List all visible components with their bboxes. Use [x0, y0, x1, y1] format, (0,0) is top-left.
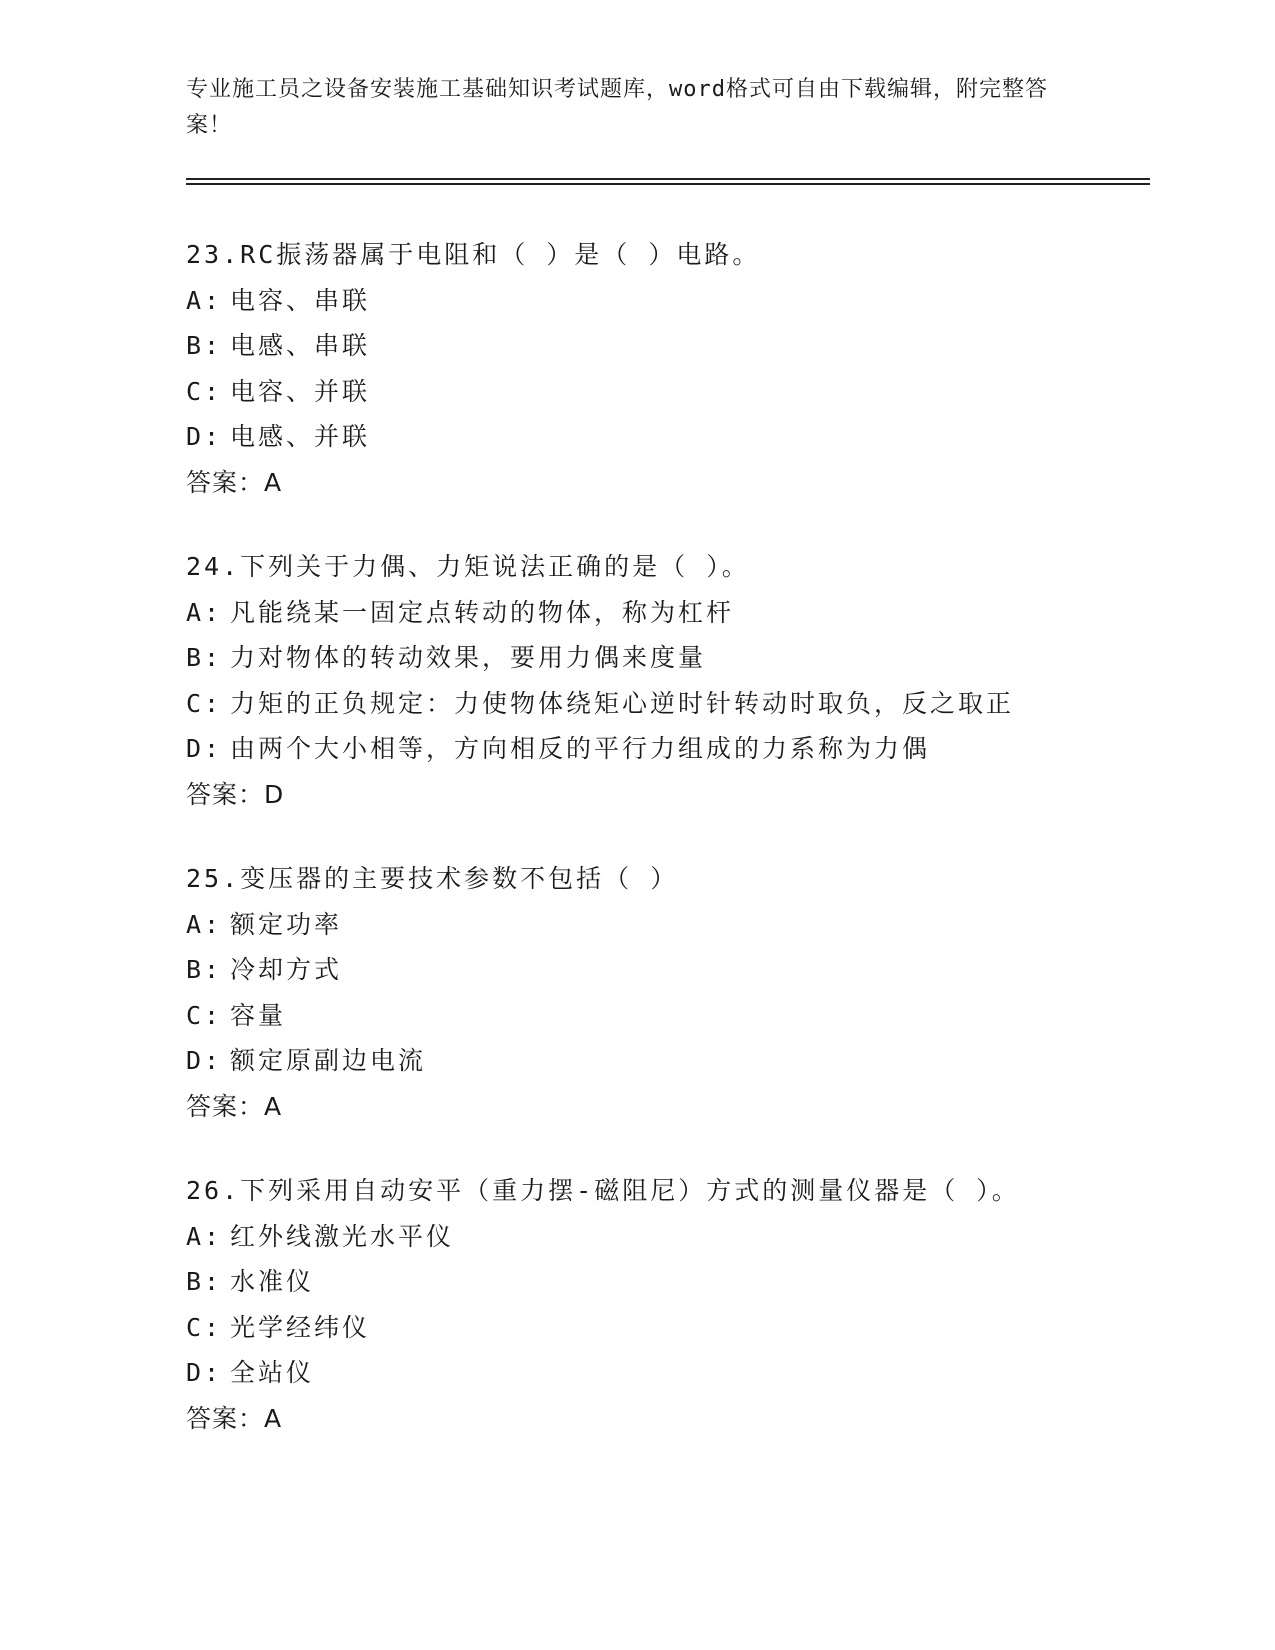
answer-line: 答案：A — [186, 1403, 283, 1433]
question-24 — [186, 544, 1146, 817]
option-c — [186, 369, 1146, 415]
option-c — [186, 681, 1146, 727]
option-letter: B: — [186, 1267, 223, 1296]
question-stem: 24.下列关于力偶、力矩说法正确的是（ ）。 — [186, 552, 750, 581]
answer-line: 答案：A — [186, 467, 283, 497]
option-letter: D: — [186, 1046, 223, 1075]
option-c — [186, 1305, 1146, 1351]
option-c — [186, 993, 1146, 1039]
option-letter: A: — [186, 1221, 223, 1251]
option-b — [186, 323, 1146, 369]
option-letter: C: — [186, 688, 223, 718]
option-text: 力矩的正负规定：力使物体绕矩心逆时针转动时取负，反之取正 — [230, 688, 1015, 718]
option-text: 电感、并联 — [230, 422, 371, 451]
option-a — [186, 278, 1146, 324]
question-23 — [186, 232, 1146, 505]
option-d — [186, 1350, 1146, 1396]
answer-line: 答案：D — [186, 779, 285, 809]
option-letter: D: — [186, 422, 223, 451]
option-d — [186, 1038, 1146, 1084]
option-letter: D: — [186, 734, 223, 763]
option-b — [186, 947, 1146, 993]
option-b — [186, 1259, 1146, 1305]
question-25 — [186, 856, 1146, 1129]
option-text: 红外线激光水平仪 — [230, 1221, 455, 1251]
option-letter: C: — [186, 376, 223, 406]
option-a — [186, 590, 1146, 636]
option-text: 额定原副边电流 — [230, 1046, 427, 1075]
option-a — [186, 1214, 1146, 1260]
option-text: 全站仪 — [230, 1358, 315, 1387]
header-divider-bottom — [186, 183, 1150, 185]
option-b — [186, 635, 1146, 681]
option-letter: C: — [186, 1000, 223, 1030]
answer-line: 答案：A — [186, 1091, 283, 1121]
option-text: 电容、串联 — [230, 285, 371, 315]
header-divider-top — [186, 178, 1150, 180]
option-text: 由两个大小相等，方向相反的平行力组成的力系称为力偶 — [230, 734, 931, 763]
document-header: 专业施工员之设备安装施工基础知识考试题库，word格式可自由下载编辑，附完整答案！ — [186, 77, 1048, 138]
option-text: 水准仪 — [230, 1267, 315, 1296]
option-text: 力对物体的转动效果，要用力偶来度量 — [230, 643, 707, 672]
option-text: 额定功率 — [230, 909, 343, 939]
question-stem: 26.下列采用自动安平（重力摆-磁阻尼）方式的测量仪器是（ ）。 — [186, 1176, 1020, 1205]
option-letter: B: — [186, 643, 223, 672]
option-d — [186, 414, 1146, 460]
option-letter: B: — [186, 955, 223, 984]
option-text: 冷却方式 — [230, 955, 343, 984]
option-text: 电容、并联 — [230, 376, 371, 406]
question-26 — [186, 1168, 1146, 1441]
option-text: 容量 — [230, 1000, 287, 1030]
option-d — [186, 726, 1146, 772]
option-text: 凡能绕某一固定点转动的物体，称为杠杆 — [230, 597, 735, 627]
option-text: 电感、串联 — [230, 331, 371, 360]
option-letter: D: — [186, 1358, 223, 1387]
option-letter: A: — [186, 909, 223, 939]
option-letter: A: — [186, 285, 223, 315]
option-letter: A: — [186, 597, 223, 627]
option-letter: C: — [186, 1312, 223, 1342]
question-stem: 25.变压器的主要技术参数不包括（ ） — [186, 864, 679, 893]
question-stem: 23.RC振荡器属于电阻和（ ）是（ ）电路。 — [186, 240, 761, 269]
option-letter: B: — [186, 331, 223, 360]
option-text: 光学经纬仪 — [230, 1312, 371, 1342]
option-a — [186, 902, 1146, 948]
